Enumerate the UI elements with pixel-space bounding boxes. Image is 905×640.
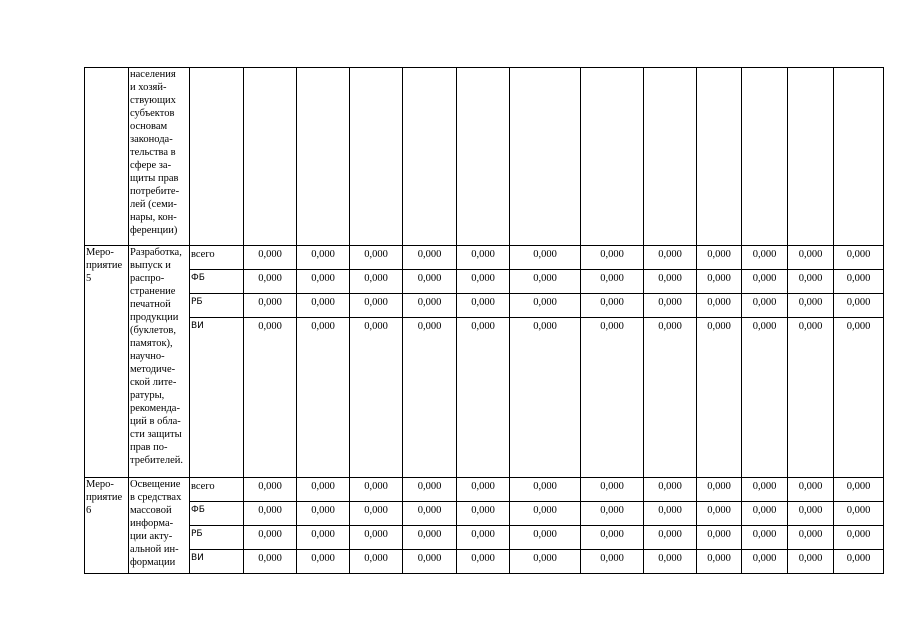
value-cell bbox=[403, 68, 457, 246]
value-cell: 0,000 bbox=[297, 478, 350, 502]
value-cell bbox=[457, 68, 510, 246]
value-cell: 0,000 bbox=[742, 502, 788, 526]
value-cell: 0,000 bbox=[244, 526, 297, 550]
value-cell: 0,000 bbox=[403, 502, 457, 526]
value-cell: 0,000 bbox=[834, 478, 884, 502]
value-cell bbox=[297, 68, 350, 246]
value-cell: 0,000 bbox=[297, 550, 350, 574]
measure-description-cell: Освещение в средствах массовой информа- ции акту- альной ин- формации bbox=[129, 478, 190, 574]
value-cell: 0,000 bbox=[297, 318, 350, 478]
value-cell: 0,000 bbox=[697, 478, 742, 502]
table-row bbox=[85, 550, 884, 574]
value-cell: 0,000 bbox=[697, 526, 742, 550]
value-cell: 0,000 bbox=[403, 318, 457, 478]
value-cell bbox=[742, 68, 788, 246]
value-cell: 0,000 bbox=[742, 478, 788, 502]
value-cell: 0,000 bbox=[244, 246, 297, 270]
value-cell: 0,000 bbox=[581, 246, 644, 270]
value-cell: 0,000 bbox=[457, 526, 510, 550]
value-cell: 0,000 bbox=[581, 478, 644, 502]
value-cell: 0,000 bbox=[457, 502, 510, 526]
value-cell: 0,000 bbox=[742, 270, 788, 294]
value-cell: 0,000 bbox=[788, 478, 834, 502]
budget-table bbox=[84, 67, 884, 574]
value-cell: 0,000 bbox=[644, 294, 697, 318]
value-cell: 0,000 bbox=[244, 294, 297, 318]
value-cell: 0,000 bbox=[644, 526, 697, 550]
value-cell: 0,000 bbox=[510, 246, 581, 270]
value-cell: 0,000 bbox=[457, 318, 510, 478]
value-cell: 0,000 bbox=[788, 502, 834, 526]
funding-source-cell: ФБ bbox=[190, 502, 244, 526]
value-cell: 0,000 bbox=[834, 246, 884, 270]
measure-description-cell: Разработка, выпуск и распро- странение печатной продукции (буклетов, памяток), научно- методиче- ской лите- ратуры, рекоменда- ций в обла- сти защиты прав по- требителей. bbox=[129, 246, 190, 478]
value-cell: 0,000 bbox=[834, 270, 884, 294]
value-cell: 0,000 bbox=[244, 478, 297, 502]
measure-code-cell: Меро- приятие 6 bbox=[85, 478, 129, 574]
value-cell: 0,000 bbox=[403, 478, 457, 502]
value-cell: 0,000 bbox=[788, 294, 834, 318]
value-cell: 0,000 bbox=[457, 478, 510, 502]
value-cell: 0,000 bbox=[742, 550, 788, 574]
value-cell: 0,000 bbox=[350, 318, 403, 478]
table-row bbox=[85, 318, 884, 478]
value-cell: 0,000 bbox=[457, 294, 510, 318]
value-cell: 0,000 bbox=[350, 550, 403, 574]
value-cell: 0,000 bbox=[350, 246, 403, 270]
value-cell: 0,000 bbox=[697, 270, 742, 294]
value-cell: 0,000 bbox=[644, 478, 697, 502]
value-cell: 0,000 bbox=[350, 270, 403, 294]
value-cell: 0,000 bbox=[297, 502, 350, 526]
value-cell: 0,000 bbox=[581, 270, 644, 294]
value-cell: 0,000 bbox=[350, 478, 403, 502]
value-cell bbox=[788, 68, 834, 246]
table-row bbox=[85, 502, 884, 526]
value-cell: 0,000 bbox=[297, 246, 350, 270]
value-cell: 0,000 bbox=[742, 526, 788, 550]
value-cell: 0,000 bbox=[581, 318, 644, 478]
funding-source-cell: РБ bbox=[190, 526, 244, 550]
value-cell: 0,000 bbox=[510, 502, 581, 526]
value-cell bbox=[244, 68, 297, 246]
funding-source-cell: ВИ bbox=[190, 550, 244, 574]
value-cell: 0,000 bbox=[644, 502, 697, 526]
value-cell: 0,000 bbox=[834, 550, 884, 574]
value-cell: 0,000 bbox=[403, 294, 457, 318]
value-cell: 0,000 bbox=[697, 318, 742, 478]
value-cell bbox=[510, 68, 581, 246]
value-cell: 0,000 bbox=[742, 318, 788, 478]
value-cell: 0,000 bbox=[510, 270, 581, 294]
table-row bbox=[85, 246, 884, 270]
value-cell: 0,000 bbox=[788, 550, 834, 574]
value-cell bbox=[581, 68, 644, 246]
continuation-row bbox=[85, 68, 884, 246]
value-cell: 0,000 bbox=[581, 550, 644, 574]
value-cell: 0,000 bbox=[403, 550, 457, 574]
table-row bbox=[85, 270, 884, 294]
value-cell: 0,000 bbox=[644, 246, 697, 270]
value-cell: 0,000 bbox=[297, 294, 350, 318]
value-cell: 0,000 bbox=[510, 550, 581, 574]
value-cell: 0,000 bbox=[834, 526, 884, 550]
table-row bbox=[85, 526, 884, 550]
value-cell: 0,000 bbox=[581, 526, 644, 550]
value-cell: 0,000 bbox=[510, 526, 581, 550]
funding-source-cell bbox=[190, 68, 244, 246]
value-cell: 0,000 bbox=[350, 502, 403, 526]
funding-source-cell: всего bbox=[190, 246, 244, 270]
value-cell: 0,000 bbox=[403, 246, 457, 270]
value-cell: 0,000 bbox=[742, 294, 788, 318]
value-cell: 0,000 bbox=[350, 526, 403, 550]
value-cell: 0,000 bbox=[697, 246, 742, 270]
value-cell: 0,000 bbox=[581, 502, 644, 526]
value-cell: 0,000 bbox=[297, 270, 350, 294]
value-cell: 0,000 bbox=[644, 270, 697, 294]
value-cell: 0,000 bbox=[697, 550, 742, 574]
value-cell: 0,000 bbox=[788, 270, 834, 294]
value-cell: 0,000 bbox=[403, 526, 457, 550]
value-cell: 0,000 bbox=[834, 294, 884, 318]
value-cell: 0,000 bbox=[350, 294, 403, 318]
value-cell bbox=[834, 68, 884, 246]
measure-description-cell: населения и хозяй- ствующих субъектов основам законода- тельства в сфере за- щиты прав потребите- лей (семи- нары, кон- ференции) bbox=[129, 68, 190, 246]
table-row bbox=[85, 294, 884, 318]
value-cell: 0,000 bbox=[457, 270, 510, 294]
value-cell bbox=[350, 68, 403, 246]
value-cell: 0,000 bbox=[510, 318, 581, 478]
value-cell: 0,000 bbox=[742, 246, 788, 270]
value-cell bbox=[644, 68, 697, 246]
value-cell bbox=[697, 68, 742, 246]
value-cell: 0,000 bbox=[297, 526, 350, 550]
value-cell: 0,000 bbox=[788, 246, 834, 270]
value-cell: 0,000 bbox=[244, 318, 297, 478]
table-row bbox=[85, 478, 884, 502]
value-cell: 0,000 bbox=[510, 478, 581, 502]
value-cell: 0,000 bbox=[244, 270, 297, 294]
value-cell: 0,000 bbox=[510, 294, 581, 318]
funding-source-cell: РБ bbox=[190, 294, 244, 318]
table-body bbox=[85, 68, 884, 574]
value-cell: 0,000 bbox=[834, 502, 884, 526]
value-cell: 0,000 bbox=[834, 318, 884, 478]
value-cell: 0,000 bbox=[244, 502, 297, 526]
value-cell: 0,000 bbox=[403, 270, 457, 294]
value-cell: 0,000 bbox=[244, 550, 297, 574]
funding-source-cell: всего bbox=[190, 478, 244, 502]
value-cell: 0,000 bbox=[457, 246, 510, 270]
value-cell: 0,000 bbox=[697, 294, 742, 318]
value-cell: 0,000 bbox=[644, 318, 697, 478]
value-cell: 0,000 bbox=[788, 526, 834, 550]
funding-source-cell: ВИ bbox=[190, 318, 244, 478]
measure-code-cell bbox=[85, 68, 129, 246]
value-cell: 0,000 bbox=[644, 550, 697, 574]
value-cell: 0,000 bbox=[581, 294, 644, 318]
measure-code-cell: Меро- приятие 5 bbox=[85, 246, 129, 478]
value-cell: 0,000 bbox=[697, 502, 742, 526]
value-cell: 0,000 bbox=[457, 550, 510, 574]
funding-source-cell: ФБ bbox=[190, 270, 244, 294]
value-cell: 0,000 bbox=[788, 318, 834, 478]
